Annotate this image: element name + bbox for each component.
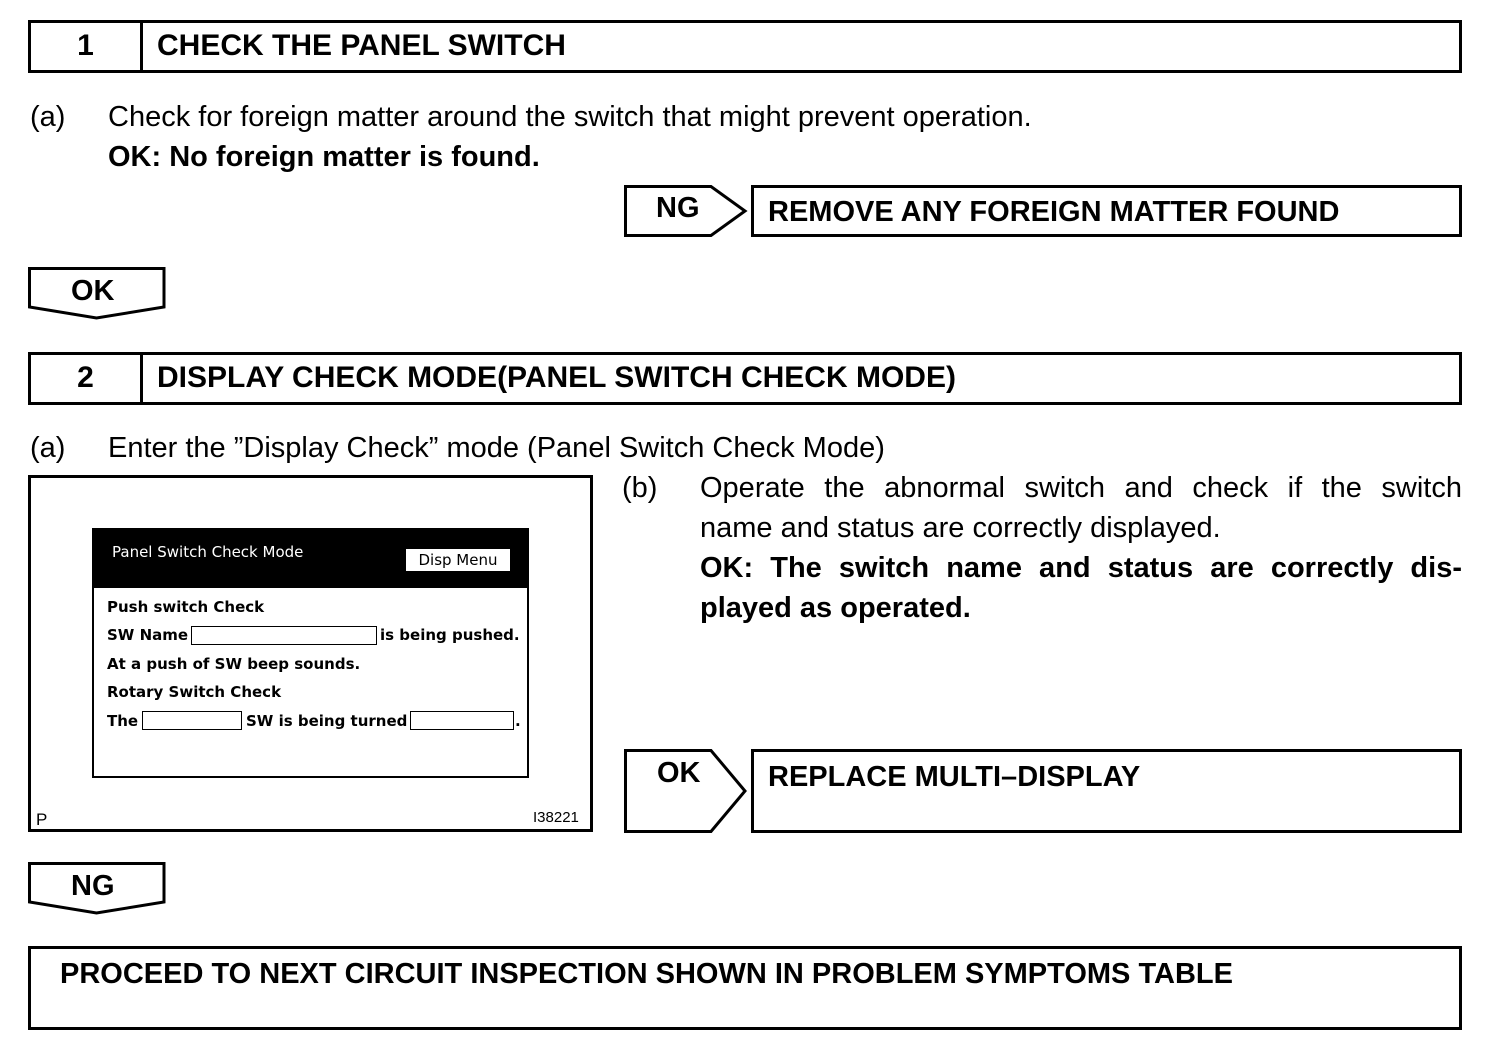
step2-ok-line1: OK: The switch name and status are correctly dis-: [700, 552, 1462, 584]
step1-ng-action-box: [751, 185, 1462, 237]
screen-title: Panel Switch Check Mode: [112, 543, 304, 561]
rotary-direction-field: [410, 711, 514, 730]
disp-menu-button[interactable]: Disp Menu: [406, 549, 510, 571]
rotary-switch-field: [142, 711, 242, 730]
step2-ng-label: NG: [71, 870, 115, 902]
step1-number: 1: [31, 23, 143, 70]
screen-panel: [92, 528, 529, 778]
step2-ok-action-box: [751, 749, 1462, 833]
step2-title: DISPLAY CHECK MODE(PANEL SWITCH CHECK MODE): [157, 361, 956, 394]
step2-ok-action: REPLACE MULTI–DISPLAY: [768, 761, 1141, 793]
step1-a-marker: (a): [30, 101, 66, 133]
step1-ng-action: REMOVE ANY FOREIGN MATTER FOUND: [768, 196, 1340, 228]
step1-title: CHECK THE PANEL SWITCH: [157, 29, 566, 62]
final-action-box: [28, 946, 1462, 1030]
step1-ok-condition: OK: No foreign matter is found.: [108, 141, 540, 173]
screen-line-beep: At a push of SW beep sounds.: [107, 655, 361, 673]
screen-line-period: .: [515, 712, 521, 730]
screen-line-sw-name-suffix: is being pushed.: [380, 626, 520, 644]
step2-header: [28, 352, 1462, 405]
step1-header: [28, 20, 1462, 73]
screen-title-bar: [94, 530, 527, 588]
screen-line-push-check: Push switch Check: [107, 598, 265, 616]
screen-line-sw-name-prefix: SW Name: [107, 626, 189, 644]
figure-id: I38221: [533, 809, 579, 826]
sw-name-field: [191, 626, 377, 645]
step1-a-text: Check for foreign matter around the switch that might prevent operation.: [108, 101, 1032, 133]
figure-frame: [28, 475, 593, 832]
step1-ok-label: OK: [71, 275, 115, 307]
step2-b-marker: (b): [622, 472, 658, 504]
figure-corner-p: P: [36, 810, 48, 829]
step1-ng-label: NG: [656, 192, 700, 224]
step2-ok-label: OK: [657, 757, 701, 789]
final-action: PROCEED TO NEXT CIRCUIT INSPECTION SHOWN IN PROBLEM SYMPTOMS TABLE: [60, 958, 1233, 990]
step2-a-text: Enter the ”Display Check” mode (Panel Switch Check Mode): [108, 432, 885, 464]
screen-line-being-turned: SW is being turned: [246, 712, 408, 730]
step2-number: 2: [31, 355, 143, 402]
screen-line-rotary-check: Rotary Switch Check: [107, 683, 282, 701]
step2-ok-line2: played as operated.: [700, 592, 971, 624]
step2-b-line2: name and status are correctly displayed.: [700, 512, 1221, 544]
step2-a-marker: (a): [30, 432, 66, 464]
step2-b-line1: Operate the abnormal switch and check if the switch: [700, 472, 1462, 504]
screen-line-the: The: [107, 712, 139, 730]
